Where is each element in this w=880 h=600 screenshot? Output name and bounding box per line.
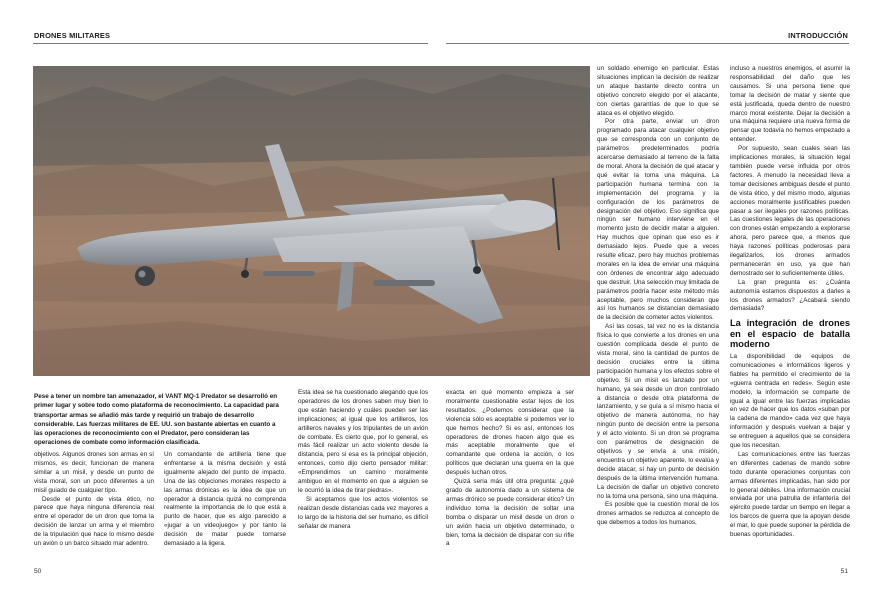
paragraph: La gran pregunta es: ¿Cuánta autonomía estamos dispuestos a darles a los drones armados? ¿Acabará siendo demasiada?: [730, 278, 850, 313]
paragraph: Es posible que la cuestión moral de los drones armados se reduzca al concepto de que debemos a todos los humanos,: [597, 501, 719, 527]
section-heading: La integración de drones en el espacio de batalla moderno: [730, 318, 850, 349]
paragraph: un soldado enemigo en particular. Estas situaciones implican la decisión de realizar un ataque bastante directo contra un objetivo concreto elegido por el atacante, con ciertas garantías de que lo que se ataca es el objetivo elegido.: [597, 65, 719, 117]
paragraph: Un comandante de artillería tiene que enfrentarse a la misma decisión y está igualmente alejado del punto de impacto. Una de las objeciones morales respecto a las armas drónicas es la idea de que un operador a distancia quizá no comprenda realmente la importancia de lo que está a punto de hacer, que es algo parecido a «jugar a un videojuego» y por tanto la decisión de matar puede tornarse demasiado a la ligera.: [164, 451, 286, 548]
page-number-left: 50: [34, 568, 42, 575]
paragraph: Desde el punto de vista ético, no parece que haya ninguna diferencia real entre el operador de un dron que toma la decisión de lanzar un arma y el miembro de la tripulación que hace lo mismo desde un avión o un barco situado mar adentro.: [34, 495, 154, 548]
text-column-1: [34, 451, 154, 549]
text-column-2: [164, 451, 286, 549]
predator-drone-photo: [33, 66, 590, 376]
header-rule-right: [446, 43, 849, 44]
text-column-4: [446, 389, 574, 549]
running-head-left: DRONES MILITARES: [34, 31, 111, 40]
paragraph: La disponibilidad de equipos de comunicaciones e informáticos ligeros y fiables ha permitido el crecimiento de la «guerra centrada en redes». Según este modelo, la información se comparte de igual a igual entre las fuerzas implicadas en vez de hacer que los datos «suban por la cadena de mando» cada vez que haya información y después vuelvan a bajar y se entreguen a aquellos que se considera que los necesitan.: [730, 352, 850, 450]
paragraph: Así las cosas, tal vez no es la distancia física lo que convierte a los drones en una cuestión complicada desde el punto de vista moral, sino la cantidad de puntos de decisión cruciales entre la última participación humana y los efectos sobre el objetivo. Si un misil es lanzado por un humano, ya sea desde un dron controlado a distancia o desde otra plataforma de lanzamiento, y se guía a sí mismo hacia el objetivo de manera autónoma, no hay ningún punto de decisión entre la persona y el acto violento. Si un dron se programa con parámetros de designación de objetivos y se envía a una misión, encuentra un objetivo aparente, lo evalúa y decide atacar, sí hay un punto de decisión después de la última intervención humana. La decisión de dañar un objetivo concreto no la toma una persona, sino una máquina.: [597, 323, 719, 500]
paragraph: Quizá sería más útil otra pregunta: ¿qué grado de autonomía dado a un sistema de armas drónico se puede considerar ético? Un individuo toma la decisión de soltar una bomba o disparar un misil desde un dron o un avión hacia un objetivo determinado, o bien, toma la decisión de disparar con su rifle a: [446, 478, 574, 548]
paragraph: incluso a nuestros enemigos, el asumir la responsabilidad del daño que les causamos. Si una persona tiene que tomar la decisión de matar y siente que está justificada, queda dentro de nuestro marco moral existente. Dejar la decisión a una máquina requiere una nueva forma de pensar que todavía no hemos empezado a entender.: [730, 65, 850, 144]
text-column-5: [597, 65, 719, 528]
paragraph: Las comunicaciones entre las fuerzas en diferentes cadenas de mando sobre todo durante operaciones conjuntas con armas diferentes implicadas, han sido por lo general débiles. Una información crucial enviada por una patrulla de infantería del ejército puede tardar un tiempo en llegar a los barcos de guerra que la apoyan desde el mar, lo que puede suponer la pérdida de buenas oportunidades.: [730, 450, 850, 539]
text-column-3: [298, 389, 428, 532]
header-rule-left: [33, 43, 428, 44]
paragraph: Esta idea se ha cuestionado alegando que los operadores de los drones saben muy bien lo que están haciendo y cuáles pueden ser las implicaciones; al igual que los artilleros, los artilleros navales y los tripulantes de un avión de combate. Es cierto que, por lo general, es más fácil realizar un acto violento desde la distancia, pero si esa es la principal objeción, entonces, como dijo cierto pensador militar: «Emprendimos un camino moralmente ambiguo en el momento en que a alguien se le ocurrió la idea de tirar piedras».: [298, 389, 428, 494]
paragraph: Por otra parte, enviar un dron programado para atacar cualquier objetivo que se corresponda con un conjunto de parámetros predeterminados podría acercarse demasiado al terreno de la falta de moral. Ahora la decisión de qué atacar y qué evitar la toma una máquina. La participación humana termina con la implementación del programa y la configuración de los parámetros de designación del objetivo. Eso significa que ningún ser humano interviene en el momento justo de decidir matar a alguien. Hay muchos que opinan que eso es ir demasiado lejos. Puede que a veces resulte eficaz, pero hay muchos problemas morales en la idea de enviar una máquina con órdenes de encontrar algo adecuado que destruir. Una selección muy limitada de parámetros podría hacer este método más aceptable, pero muchos consideran que así los humanos se distancian demasiado de la decisión de cometer actos violentos.: [597, 118, 719, 322]
page-number-right: 51: [840, 568, 848, 575]
paragraph: Si aceptamos que los actos violentos se realizan desde distancias cada vez mayores a lo largo de la historia del ser humano, es difícil señalar de manera: [298, 495, 428, 530]
paragraph: objetivos. Algunos drones son armas en sí mismos, es decir, funcionan de manera similar a un misil, y desde un punto de vista moral, son un poco diferentes a un misil guiado de cualquier tipo.: [34, 451, 154, 494]
paragraph: exacta en qué momento empieza a ser moralmente cuestionable estar lejos de los resultados. ¿Podemos considerar que la violencia sólo es aceptable si podemos ver lo que hemos hecho? Si es así, entonces los operadores de drones hacen algo que es más aceptable moralmente que el comandante que ordena la acción, o los políticos que declaran una guerra en la que después luchan otros.: [446, 389, 574, 477]
figure-caption: Pese a tener un nombre tan amenazador, el VANT MQ-1 Predator se desarrolló en primer lugar y sobre todo como plataforma de reconocimiento. La capacidad para transportar armas se añadió más tarde y requirió un trabajo de desarrollo considerable. Las fuerzas militares de EE. UU. son bastante abiertas en cuanto a las operaciones de reconocimiento con el Predator, pero consideran las operaciones de combate como información clasificada.: [34, 393, 279, 447]
paragraph: Por supuesto, sean cuales sean las implicaciones morales, la situación legal también puede verse influida por otros factores. A menudo la necesidad lleva a tomar decisiones ambiguas desde el punto de vista ético, y del mismo modo, algunas acciones moralmente justificables pueden pasar a ser ilegales por razones políticas. Las cuestiones legales de las operaciones con drones están empezando a explorarse ahora, pero parece que, a menos que haya razones políticas poderosas para ilegalizarlos, los drones armados permanecerán en uso, ya que han demostrado ser lo suficientemente útiles.: [730, 145, 850, 277]
text-column-6: [730, 65, 850, 540]
running-head-right: INTRODUCCIÓN: [788, 31, 848, 40]
